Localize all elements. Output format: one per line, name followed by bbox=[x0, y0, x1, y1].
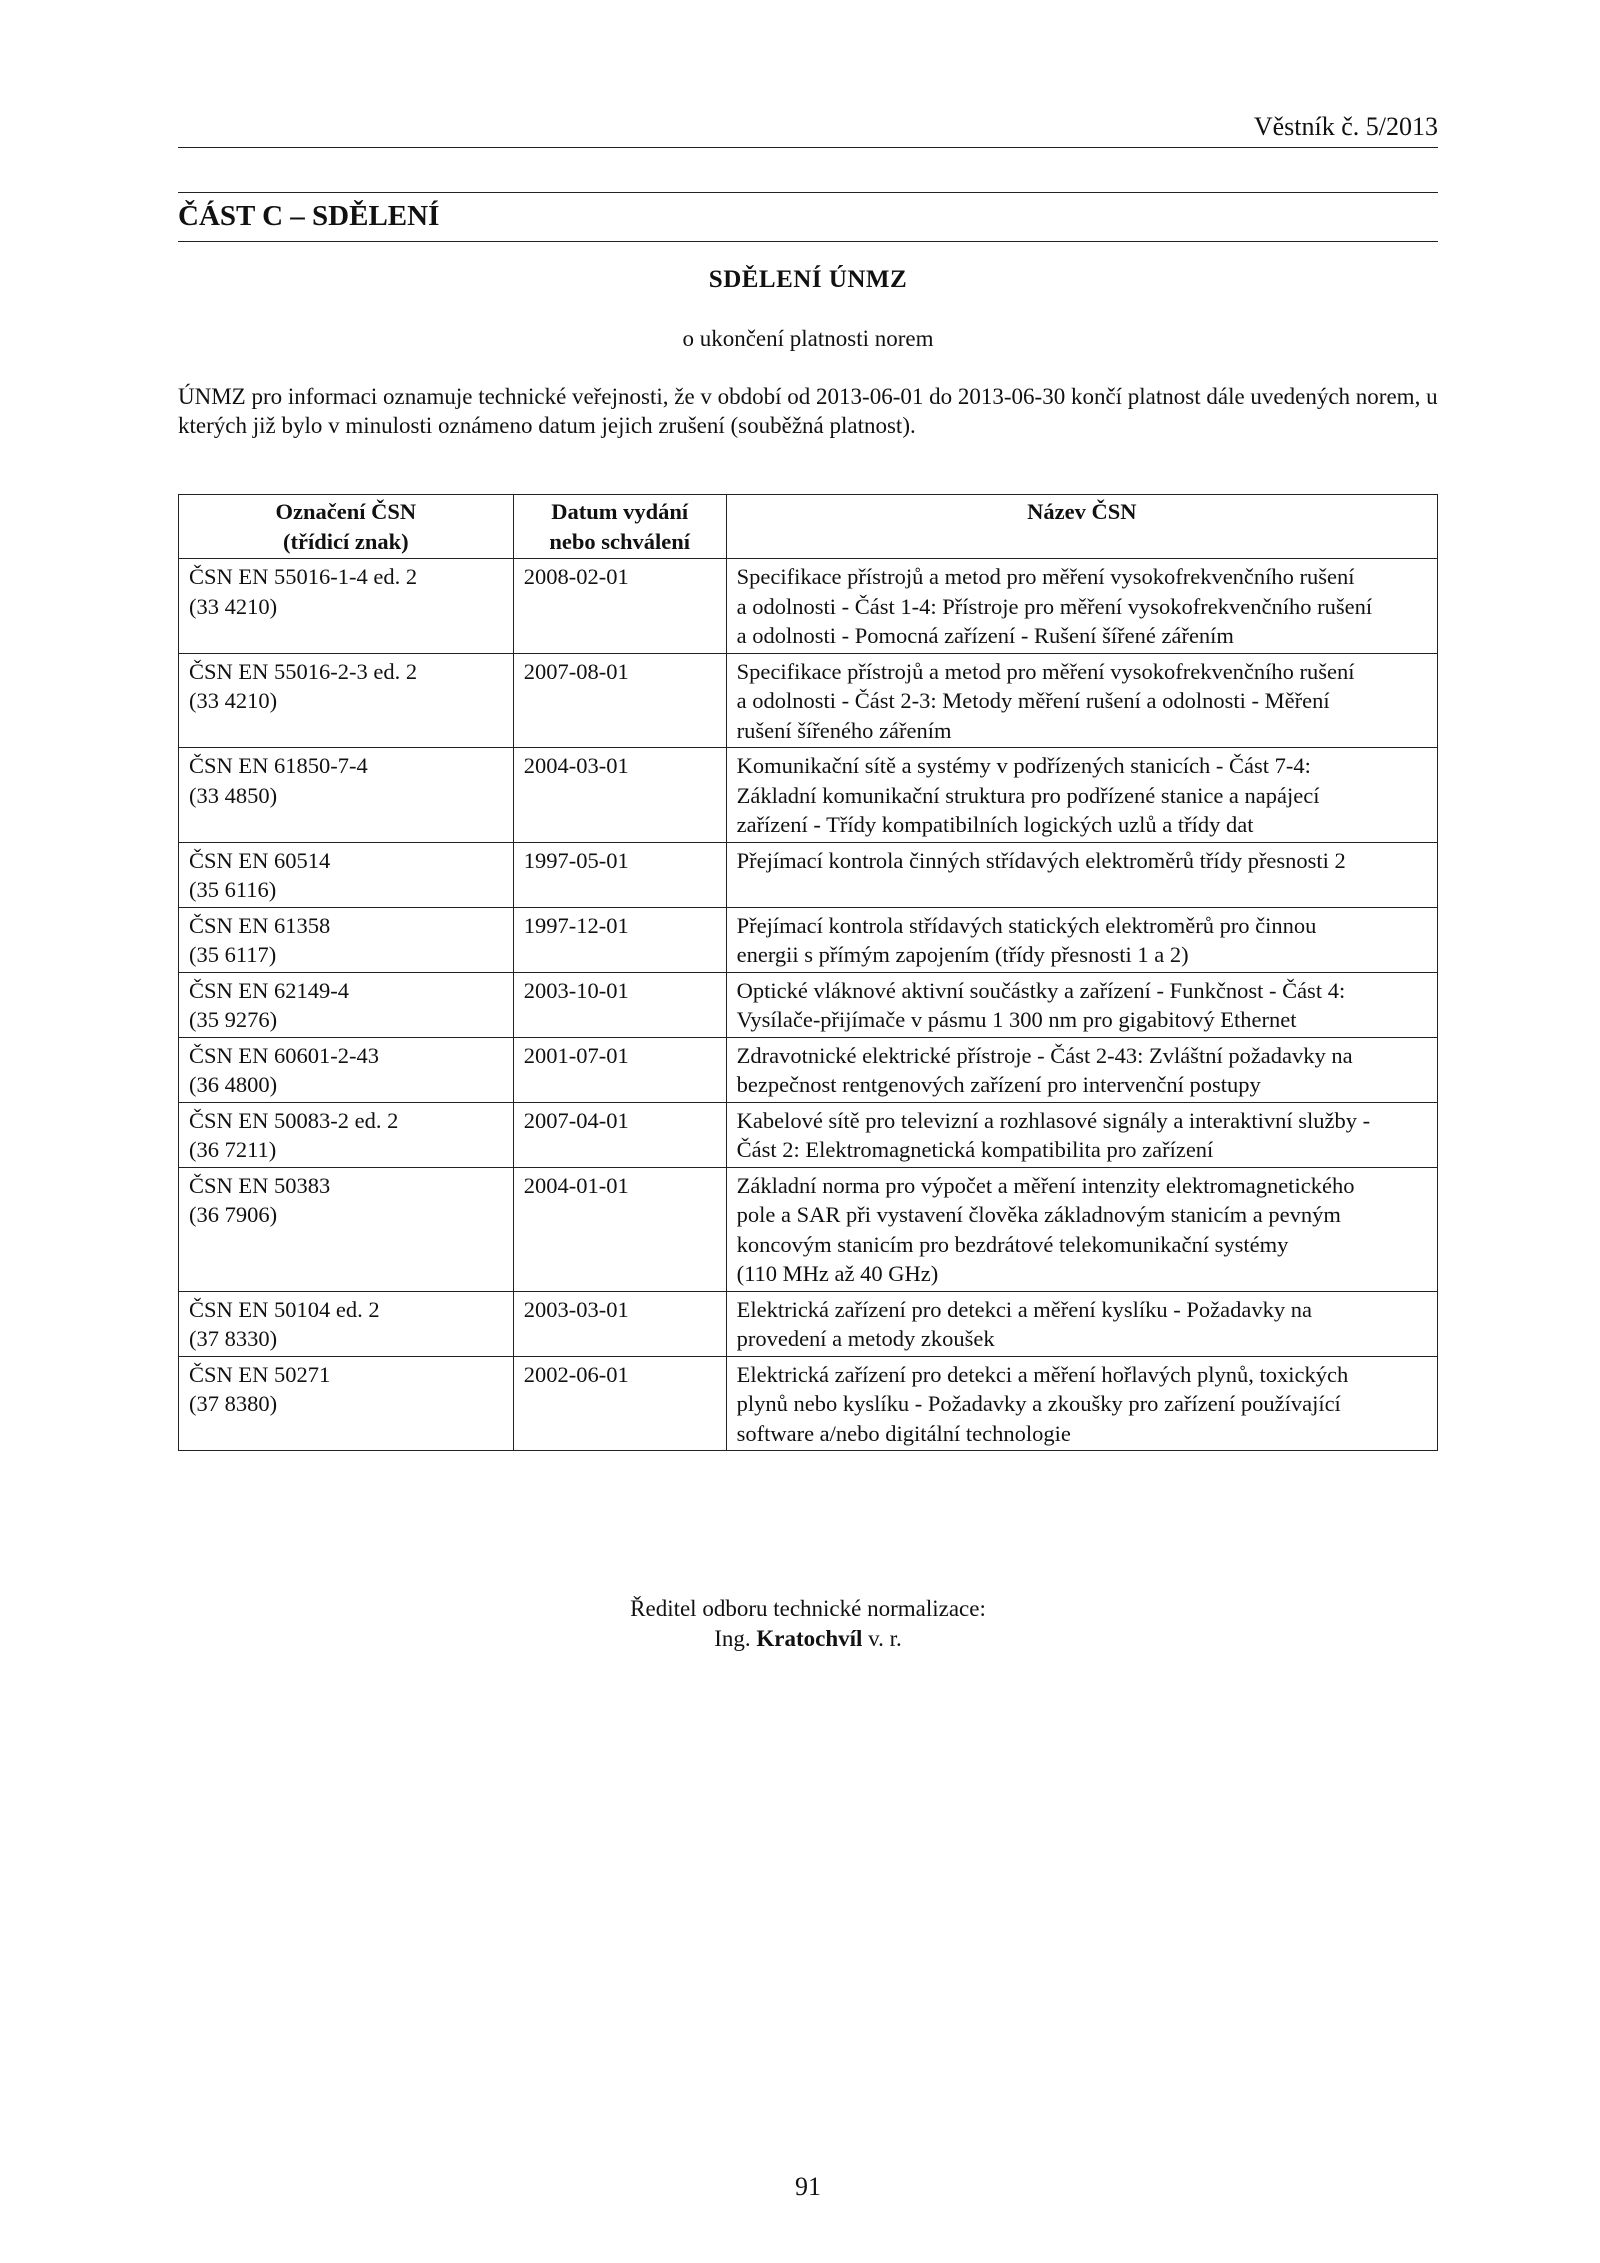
header-name bbox=[726, 495, 1437, 559]
norm-name-line: a odolnosti - Část 1-4: Přístroje pro měření vysokofrekvenčního rušení bbox=[736, 593, 1373, 619]
document-subtitle: o ukončení platnosti norem bbox=[682, 326, 934, 351]
cell-date: 2007-08-01 bbox=[513, 653, 726, 748]
running-header: Věstník č. 5/2013 bbox=[1253, 112, 1438, 141]
norm-designation: ČSN EN 50083-2 ed. 2 bbox=[189, 1107, 399, 1133]
norm-name-line: Zdravotnické elektrické přístroje - Část 2-43: Zvláštní požadavky na bbox=[736, 1042, 1353, 1068]
norm-name-line: Specifikace přístrojů a metod pro měření vysokofrekvenčního rušení bbox=[736, 658, 1355, 684]
norm-class-code: (33 4210) bbox=[189, 688, 278, 713]
norm-name-line: Kabelové sítě pro televizní a rozhlasové signály a interaktivní služby - bbox=[736, 1107, 1371, 1133]
norm-name-line: Základní norma pro výpočet a měření intenzity elektromagnetického bbox=[736, 1172, 1355, 1198]
section-rule-top bbox=[178, 192, 1438, 193]
norm-name-line: plynů nebo kyslíku - Požadavky a zkoušky pro zařízení používající bbox=[736, 1391, 1341, 1416]
norm-name-line: (110 MHz až 40 GHz) bbox=[736, 1261, 939, 1286]
norm-name-line: a odolnosti - Část 2-3: Metody měření rušení a odolnosti - Měření bbox=[736, 688, 1330, 713]
norm-designation: ČSN EN 50383 bbox=[189, 1172, 331, 1198]
signature-block bbox=[178, 1594, 1438, 1654]
norm-class-code: (36 7906) bbox=[189, 1202, 278, 1227]
norms-table bbox=[178, 494, 1438, 1451]
cell-designation bbox=[179, 1102, 514, 1167]
norm-designation: ČSN EN 55016-1-4 ed. 2 bbox=[189, 564, 418, 589]
table-row bbox=[179, 748, 1438, 843]
table-row bbox=[179, 559, 1438, 654]
norm-designation: ČSN EN 60601-2-43 bbox=[189, 1042, 379, 1068]
cell-date: 2003-10-01 bbox=[513, 972, 726, 1037]
norm-class-code: (33 4850) bbox=[189, 782, 278, 808]
norm-class-code: (36 7211) bbox=[189, 1137, 277, 1162]
norm-name-line: zařízení - Třídy kompatibilních logických uzlů a třídy dat bbox=[736, 812, 1254, 837]
cell-designation bbox=[179, 972, 514, 1037]
cell-date: 2004-03-01 bbox=[513, 748, 726, 843]
section-rule-bottom bbox=[178, 241, 1438, 242]
table-row bbox=[179, 653, 1438, 748]
norm-name-line: Elektrická zařízení pro detekci a měření kyslíku - Požadavky na bbox=[736, 1296, 1312, 1322]
document-title: SDĚLENÍ ÚNMZ bbox=[708, 266, 908, 293]
cell-date: 1997-12-01 bbox=[513, 907, 726, 972]
table-row bbox=[179, 907, 1438, 972]
norm-name-line: rušení šířeného zářením bbox=[736, 717, 952, 743]
cell-date: 2008-02-01 bbox=[513, 559, 726, 654]
cell-name bbox=[726, 653, 1437, 748]
cell-designation bbox=[179, 1291, 514, 1356]
cell-name bbox=[726, 907, 1437, 972]
cell-date: 1997-05-01 bbox=[513, 842, 726, 907]
norm-class-code: (35 6117) bbox=[189, 942, 277, 967]
cell-name bbox=[726, 1167, 1437, 1291]
norm-class-code: (33 4210) bbox=[189, 593, 278, 619]
norm-designation: ČSN EN 62149-4 bbox=[189, 977, 350, 1003]
signature-name: Kratochvíl bbox=[756, 1626, 863, 1651]
header-designation bbox=[179, 495, 514, 559]
header-designation-line: (třídicí znak) bbox=[283, 528, 409, 554]
norm-name-line: software a/nebo digitální technologie bbox=[736, 1420, 1071, 1446]
header-date bbox=[513, 495, 726, 559]
cell-designation bbox=[179, 653, 514, 748]
section-title: ČÁST C – SDĚLENÍ bbox=[178, 200, 440, 232]
header-date-line: nebo schválení bbox=[549, 528, 690, 554]
norm-name-line: Optické vláknové aktivní součástky a zařízení - Funkčnost - Část 4: bbox=[736, 977, 1346, 1003]
table-row bbox=[179, 842, 1438, 907]
header-date-line: Datum vydání bbox=[551, 499, 689, 524]
norm-designation: ČSN EN 55016-2-3 ed. 2 bbox=[189, 658, 418, 684]
cell-designation bbox=[179, 559, 514, 654]
norm-name-line: Základní komunikační struktura pro podřízené stanice a napájecí bbox=[736, 782, 1320, 808]
norm-designation: ČSN EN 50271 bbox=[189, 1361, 331, 1387]
cell-name bbox=[726, 559, 1437, 654]
norm-class-code: (35 6116) bbox=[189, 877, 277, 902]
norm-class-code: (36 4800) bbox=[189, 1072, 278, 1097]
signature-line bbox=[178, 1624, 1438, 1654]
table-body bbox=[179, 559, 1438, 1451]
norm-name-line: energii s přímým zapojením (třídy přesnosti 1 a 2) bbox=[736, 942, 1189, 967]
norm-name-line: koncovým stanicím pro bezdrátové telekomunikační systémy bbox=[736, 1231, 1289, 1257]
norm-name-line: bezpečnost rentgenových zařízení pro intervenční postupy bbox=[736, 1072, 1261, 1097]
cell-designation bbox=[179, 907, 514, 972]
header-designation-line: Označení ČSN bbox=[275, 499, 417, 524]
table-row bbox=[179, 1102, 1438, 1167]
norm-name-line: Přejímací kontrola činných střídavých elektroměrů třídy přesnosti 2 bbox=[736, 847, 1346, 873]
cell-designation bbox=[179, 842, 514, 907]
cell-name bbox=[726, 1102, 1437, 1167]
cell-name bbox=[726, 1037, 1437, 1102]
table-row bbox=[179, 1167, 1438, 1291]
table-row bbox=[179, 1037, 1438, 1102]
norm-name-line: Elektrická zařízení pro detekci a měření hořlavých plynů, toxických bbox=[736, 1361, 1349, 1387]
norm-name-line: Část 2: Elektromagnetická kompatibilita pro zařízení bbox=[736, 1137, 1214, 1162]
norm-designation: ČSN EN 60514 bbox=[189, 847, 331, 873]
signature-prefix: Ing. bbox=[714, 1626, 751, 1651]
norm-name-line: Komunikační sítě a systémy v podřízených stanicích - Část 7-4: bbox=[736, 753, 1311, 778]
cell-date: 2001-07-01 bbox=[513, 1037, 726, 1102]
cell-date: 2007-04-01 bbox=[513, 1102, 726, 1167]
cell-name bbox=[726, 842, 1437, 907]
signature-suffix: v. r. bbox=[868, 1626, 902, 1651]
norm-designation: ČSN EN 61850-7-4 bbox=[189, 753, 368, 778]
norm-class-code: (35 9276) bbox=[189, 1007, 278, 1032]
signature-role: Ředitel odboru technické normalizace: bbox=[630, 1596, 986, 1621]
document-page bbox=[178, 0, 1438, 2263]
cell-designation bbox=[179, 748, 514, 843]
cell-date: 2003-03-01 bbox=[513, 1291, 726, 1356]
cell-name bbox=[726, 972, 1437, 1037]
cell-name bbox=[726, 748, 1437, 843]
cell-designation bbox=[179, 1037, 514, 1102]
norm-name-line: Přejímací kontrola střídavých statických elektroměrů pro činnou bbox=[736, 912, 1317, 938]
cell-date: 2002-06-01 bbox=[513, 1356, 726, 1451]
header-rule bbox=[178, 147, 1438, 148]
cell-date: 2004-01-01 bbox=[513, 1167, 726, 1291]
cell-designation bbox=[179, 1356, 514, 1451]
norm-designation: ČSN EN 50104 ed. 2 bbox=[189, 1296, 380, 1322]
table-row bbox=[179, 972, 1438, 1037]
header-name-line: Název ČSN bbox=[1027, 499, 1137, 524]
intro-paragraph: ÚNMZ pro informaci oznamuje technické veřejnosti, že v období od 2013-06-01 do 2013-06-30 končí platnost dále uvedených norem, u kterých již bylo v minulosti oznámeno datum jejich zrušení (souběžná platnost). bbox=[178, 384, 1438, 438]
table-row bbox=[179, 1356, 1438, 1451]
table-header-row bbox=[179, 495, 1438, 559]
cell-name bbox=[726, 1291, 1437, 1356]
norm-class-code: (37 8330) bbox=[189, 1326, 278, 1351]
page-number: 91 bbox=[795, 2172, 821, 2201]
cell-designation bbox=[179, 1167, 514, 1291]
norm-name-line: a odolnosti - Pomocná zařízení - Rušení šířené zářením bbox=[736, 623, 1234, 648]
norm-name-line: Specifikace přístrojů a metod pro měření vysokofrekvenčního rušení bbox=[736, 564, 1355, 589]
cell-name bbox=[726, 1356, 1437, 1451]
norm-name-line: pole a SAR při vystavení člověka základnovým stanicím a pevným bbox=[736, 1202, 1341, 1227]
table-row bbox=[179, 1291, 1438, 1356]
norm-class-code: (37 8380) bbox=[189, 1391, 278, 1416]
norm-name-line: Vysílače-přijímače v pásmu 1 300 nm pro gigabitový Ethernet bbox=[736, 1007, 1297, 1032]
norm-designation: ČSN EN 61358 bbox=[189, 912, 331, 938]
norm-name-line: provedení a metody zkoušek bbox=[736, 1326, 995, 1351]
